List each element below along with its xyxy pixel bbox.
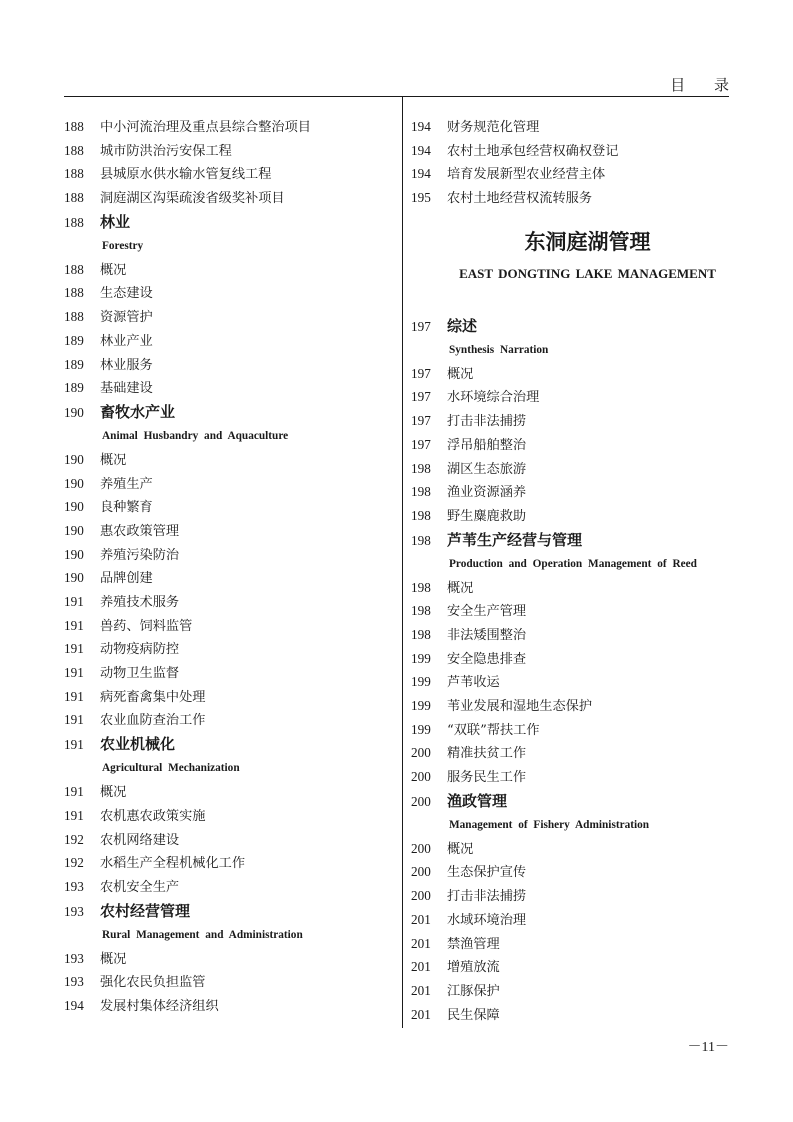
toc-page-number: 195: [411, 190, 431, 206]
toc-page-number: 191: [64, 665, 84, 681]
toc-entry: [411, 576, 736, 600]
toc-entry-title: 农村土地承包经营权确权登记: [447, 143, 619, 159]
toc-page-number: 194: [64, 997, 84, 1013]
toc-page-number: 190: [64, 522, 84, 538]
toc-entry-title: 水环境综合治理: [447, 390, 540, 406]
toc-entry: [64, 139, 394, 163]
toc-entry-title: 林业服务: [100, 357, 153, 373]
toc-entry: [411, 599, 736, 623]
toc-section-english: Synthesis Narration: [449, 343, 549, 356]
toc-section-english: Animal Husbandry and Aquaculture: [102, 429, 289, 442]
toc-entry: [64, 661, 394, 685]
toc-right-top-list: [411, 115, 736, 210]
toc-page-number: 188: [64, 214, 84, 230]
toc-page-number: 198: [411, 507, 431, 523]
toc-entry: [64, 780, 394, 804]
toc-section-title: 农业机械化: [100, 735, 176, 754]
toc-section-english: Production and Operation Management of Reed: [449, 557, 697, 570]
toc-left-column: [64, 115, 394, 1018]
toc-page-number: 190: [64, 451, 84, 467]
toc-section: [411, 528, 736, 553]
toc-entry-title: 生态保护宣传: [447, 865, 527, 881]
toc-entry-title: 品牌创建: [100, 571, 153, 587]
toc-section-title: 综述: [447, 316, 478, 335]
page-header-title: 目 录: [670, 76, 741, 94]
toc-entry-title: 洞庭湖区沟渠疏浚省级奖补项目: [100, 191, 285, 207]
toc-section-title: 芦苇生产经营与管理: [447, 530, 583, 549]
toc-page-number: 200: [411, 888, 431, 904]
toc-entry-title: 江豚保护: [447, 983, 500, 999]
toc-page-number: 197: [411, 389, 431, 405]
toc-entry-title: 打击非法捕捞: [447, 414, 527, 430]
toc-page-number: 198: [411, 460, 431, 476]
toc-page-number: 191: [64, 712, 84, 728]
toc-page-number: 201: [411, 1006, 431, 1022]
toc-page-number: 201: [411, 911, 431, 927]
toc-entry-title: 湖区生态旅游: [447, 461, 527, 477]
toc-entry: [64, 281, 394, 305]
toc-entry: [411, 362, 736, 386]
toc-page-number: 193: [64, 903, 84, 919]
toc-page-number: 200: [411, 793, 431, 809]
toc-page-number: 188: [64, 309, 84, 325]
toc-section-english: Management of Fishery Administration: [449, 818, 650, 831]
toc-page-number: 188: [64, 166, 84, 182]
toc-page-number: 197: [411, 436, 431, 452]
toc-page-number: 199: [411, 721, 431, 737]
toc-page-number: 188: [64, 285, 84, 301]
toc-entry: [411, 718, 736, 742]
toc-entry: [64, 851, 394, 875]
toc-section-title: 畜牧水产业: [100, 402, 176, 421]
toc-entry: [411, 932, 736, 956]
toc-page-number: 194: [411, 166, 431, 182]
toc-entry: [64, 448, 394, 472]
toc-entry-title: 打击非法捕捞: [447, 889, 527, 905]
toc-page-number: 188: [64, 190, 84, 206]
toc-entry-title: 苇业发展和湿地生态保护: [447, 699, 593, 714]
toc-entry: [64, 162, 394, 186]
toc-entry: [64, 970, 394, 994]
toc-section: [411, 314, 736, 339]
toc-page-number: 201: [411, 982, 431, 998]
toc-entry-title: 养殖生产: [100, 476, 153, 492]
chapter-gap: [411, 286, 736, 314]
toc-entry: [64, 994, 394, 1018]
toc-entry: [411, 162, 736, 186]
toc-page-number: 191: [64, 594, 84, 609]
toc-page-number: 193: [64, 974, 84, 990]
toc-page-number: 199: [411, 674, 431, 690]
toc-page-number: 189: [64, 356, 84, 372]
header-rule: [64, 96, 729, 97]
toc-entry-title: 良种繁育: [100, 500, 153, 516]
toc-entry-title: 农机网络建设: [100, 832, 180, 848]
toc-entry-title: 惠农政策管理: [100, 523, 180, 539]
toc-entry: [64, 875, 394, 899]
toc-entry-title: 安全隐患排查: [447, 651, 527, 667]
toc-page-number: 189: [64, 332, 84, 348]
toc-entry: [64, 495, 394, 519]
toc-section-english: Rural Management and Administration: [102, 928, 303, 941]
toc-entry: [411, 860, 736, 884]
toc-page-number: 199: [411, 650, 431, 666]
toc-entry: [64, 828, 394, 852]
toc-entry-title: 财务规范化管理: [447, 120, 540, 135]
chapter-title-english: EAST DONGTING LAKE MANAGEMENT: [459, 265, 716, 281]
toc-entry-title: 养殖技术服务: [100, 595, 180, 610]
toc-entry: [64, 376, 394, 400]
toc-page-number: 190: [64, 570, 84, 586]
toc-entry: [411, 457, 736, 481]
toc-page-number: 191: [64, 737, 84, 753]
toc-entry: [411, 433, 736, 457]
toc-section-title: 农村经营管理: [100, 901, 191, 920]
toc-entry-title: 概况: [100, 785, 127, 801]
toc-right-column: [411, 115, 736, 1026]
toc-entry: [411, 908, 736, 932]
toc-entry: [411, 480, 736, 504]
toc-page-number: 191: [64, 688, 84, 704]
toc-entry: [411, 186, 736, 210]
toc-entry-title: 农机安全生产: [100, 879, 180, 895]
toc-entry-title: 动物卫生监督: [100, 666, 180, 682]
toc-page-number: 191: [64, 784, 84, 800]
toc-entry: [411, 409, 736, 433]
toc-page-number: 194: [411, 119, 431, 134]
toc-entry: [64, 685, 394, 709]
toc-section-english: Forestry: [102, 239, 144, 252]
toc-entry-title: 城市防洪治污安保工程: [100, 143, 232, 159]
toc-entry-title: 民生保障: [447, 1007, 500, 1023]
toc-entry: [411, 1003, 736, 1027]
toc-entry: [64, 804, 394, 828]
toc-entry-title: 概况: [447, 841, 474, 857]
toc-page-number: 188: [64, 119, 84, 134]
toc-page-number: 190: [64, 475, 84, 491]
toc-right-bottom-list: [411, 314, 736, 1027]
toc-entry-title: 病死畜禽集中处理: [100, 689, 206, 705]
toc-entry-title: 中小河流治理及重点县综合整治项目: [100, 120, 311, 135]
toc-entry: [64, 115, 394, 139]
toc-page-number: 200: [411, 745, 431, 761]
toc-entry-title: 县城原水供水输水管复线工程: [100, 167, 272, 183]
toc-page-number: 198: [411, 603, 431, 619]
toc-page-number: 198: [411, 626, 431, 642]
toc-entry: [411, 837, 736, 861]
toc-page-number: 188: [64, 142, 84, 158]
toc-entry: [64, 947, 394, 971]
toc-entry: [411, 670, 736, 694]
toc-page-number: 198: [411, 484, 431, 500]
toc-entry-title: 基础建设: [100, 381, 153, 397]
toc-page-number: 191: [64, 641, 84, 657]
toc-entry: [411, 623, 736, 647]
toc-entry-title: 培育发展新型农业经营主体: [447, 167, 606, 183]
toc-entry-title: 概况: [100, 951, 127, 967]
toc-entry: [64, 258, 394, 282]
toc-entry: [64, 637, 394, 661]
toc-page-number: 197: [411, 365, 431, 381]
toc-section-title: 林业: [100, 212, 131, 231]
toc-page-number: 197: [411, 318, 431, 334]
toc-page-number: 198: [411, 579, 431, 595]
toc-entry-title: 服务民生工作: [447, 770, 527, 786]
toc-section: [64, 400, 394, 425]
toc-entry-title: 概况: [447, 580, 474, 596]
toc-section: [411, 789, 736, 814]
toc-entry: [411, 647, 736, 671]
toc-page-number: 194: [411, 142, 431, 158]
toc-entry-title: 概况: [447, 366, 474, 382]
toc-entry: [411, 504, 736, 528]
toc-page-number: 199: [411, 698, 431, 713]
toc-entry-title: 增殖放流: [447, 960, 500, 976]
column-divider: [402, 97, 403, 1028]
toc-entry: [411, 385, 736, 409]
toc-entry-title: 生态建设: [100, 286, 153, 302]
toc-section: [64, 732, 394, 757]
toc-section: [64, 210, 394, 235]
toc-entry: [411, 115, 736, 139]
toc-entry-title: 农业血防查治工作: [100, 713, 206, 729]
toc-entry: [64, 353, 394, 377]
toc-entry-title: 芦苇收运: [447, 675, 500, 691]
chapter-title: 东洞庭湖管理: [524, 228, 651, 254]
toc-entry-title: 安全生产管理: [447, 604, 527, 620]
toc-entry-title: 农村土地经营权流转服务: [447, 191, 593, 207]
toc-entry-title: 渔业资源涵养: [447, 485, 527, 501]
toc-page-number: 200: [411, 864, 431, 880]
toc-entry: [411, 765, 736, 789]
toc-entry-title: 概况: [100, 452, 127, 468]
toc-page-number: 190: [64, 404, 84, 420]
toc-entry: [64, 708, 394, 732]
toc-entry: [411, 955, 736, 979]
toc-page-number: 197: [411, 413, 431, 429]
toc-section-english: Agricultural Mechanization: [102, 762, 240, 775]
toc-entry: [64, 519, 394, 543]
toc-entry: [411, 139, 736, 163]
toc-entry-title: 水域环境治理: [447, 912, 527, 928]
toc-entry-title: 林业产业: [100, 333, 153, 349]
toc-page-number: 188: [64, 261, 84, 277]
toc-entry: [64, 305, 394, 329]
toc-entry: [64, 590, 394, 614]
toc-section: [64, 899, 394, 924]
toc-page-number: 200: [411, 840, 431, 856]
toc-entry-title: 概况: [100, 262, 127, 278]
toc-entry-title: 兽药、饲料监管: [100, 618, 193, 634]
toc-page-number: 198: [411, 532, 431, 548]
toc-entry-title: 农机惠农政策实施: [100, 808, 206, 824]
toc-page-number: 193: [64, 950, 84, 966]
toc-page-number: 192: [64, 855, 84, 871]
toc-entry: [64, 472, 394, 496]
toc-page-number: 190: [64, 546, 84, 562]
toc-page-number: 190: [64, 499, 84, 515]
toc-section-title: 渔政管理: [447, 791, 508, 810]
toc-entry-title: 野生麋鹿救助: [447, 508, 527, 524]
toc-page-number: 201: [411, 959, 431, 975]
toc-entry: [64, 329, 394, 353]
toc-page-number: 191: [64, 807, 84, 823]
toc-entry-title: 水稻生产全程机械化工作: [100, 856, 246, 872]
toc-page-number: 189: [64, 380, 84, 396]
toc-entry: [411, 741, 736, 765]
toc-page-number: 193: [64, 878, 84, 894]
toc-entry-title: 强化农民负担监管: [100, 975, 206, 991]
toc-entry: [64, 566, 394, 590]
toc-entry: [411, 979, 736, 1003]
toc-entry-title: 发展村集体经济组织: [100, 998, 219, 1014]
toc-entry-title: 动物疫病防控: [100, 642, 180, 658]
toc-entry-title: 精准扶贫工作: [447, 746, 527, 762]
toc-entry: [411, 884, 736, 908]
toc-entry: [64, 614, 394, 638]
toc-page-number: 201: [411, 935, 431, 951]
page-number: －11－: [687, 1040, 729, 1055]
toc-page-number: 200: [411, 769, 431, 785]
toc-entry: [64, 543, 394, 567]
toc-entry-title: 非法矮围整治: [447, 627, 527, 643]
toc-entry-title: 养殖污染防治: [100, 547, 180, 563]
toc-page-number: 192: [64, 831, 84, 847]
toc-entry-title: 资源管护: [100, 310, 153, 326]
toc-page-number: 191: [64, 617, 84, 633]
toc-entry-title: 浮吊船舶整治: [447, 437, 527, 453]
toc-entry: [64, 186, 394, 210]
toc-entry: [411, 694, 736, 718]
toc-entry-title: 禁渔管理: [447, 936, 500, 952]
toc-entry-title: “双联”帮扶工作: [447, 722, 540, 738]
